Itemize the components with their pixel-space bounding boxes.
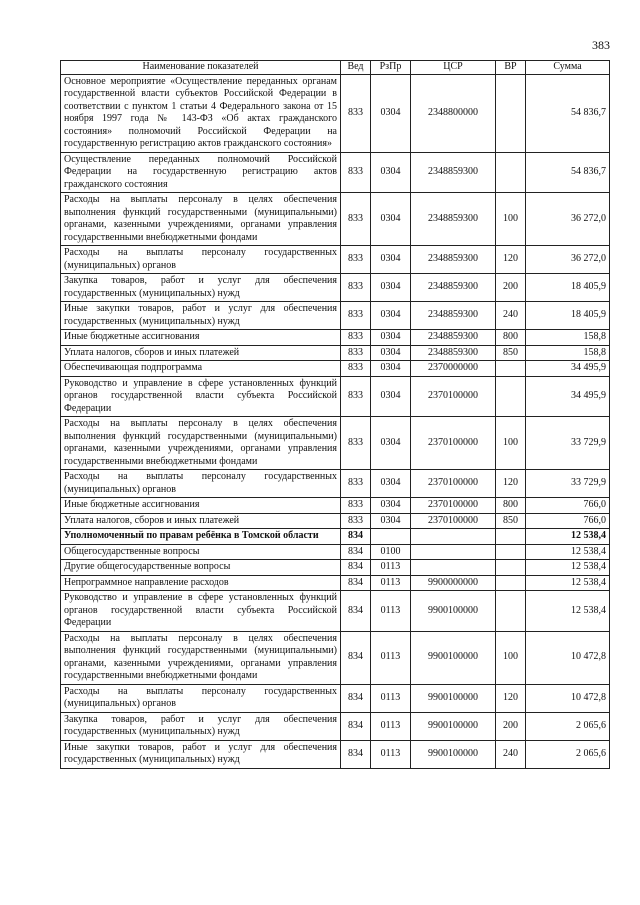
row-sum-cell: 33 729,9 (526, 470, 610, 498)
row-name-cell: Руководство и управление в сфере установленных функций органов государственной власти субъекта Российской Федерации (61, 376, 341, 417)
row-csr-cell: 2370100000 (411, 376, 496, 417)
header-ved: Вед (341, 61, 371, 75)
page-number: 383 (592, 38, 610, 52)
row-vr-cell (496, 361, 526, 377)
row-csr-cell: 9900100000 (411, 740, 496, 768)
row-sum-cell: 2 065,6 (526, 712, 610, 740)
table-row (61, 274, 610, 302)
row-rzpr-cell: 0113 (371, 560, 411, 576)
row-ved-cell: 834 (341, 529, 371, 545)
row-sum-cell: 36 272,0 (526, 246, 610, 274)
row-vr-cell: 800 (496, 498, 526, 514)
row-csr-cell: 9900000000 (411, 575, 496, 591)
row-csr-cell: 2348859300 (411, 193, 496, 246)
row-csr-cell: 2348859300 (411, 302, 496, 330)
row-ved-cell: 833 (341, 246, 371, 274)
table-row (61, 330, 610, 346)
row-ved-cell: 834 (341, 631, 371, 684)
budget-table (60, 60, 610, 769)
row-ved-cell: 834 (341, 712, 371, 740)
row-vr-cell: 120 (496, 470, 526, 498)
row-csr-cell: 2348859300 (411, 246, 496, 274)
row-csr-cell: 2348800000 (411, 74, 496, 152)
row-rzpr-cell: 0304 (371, 302, 411, 330)
header-sum: Сумма (526, 61, 610, 75)
row-name-cell: Закупка товаров, работ и услуг для обеспечения государственных (муниципальных) нужд (61, 274, 341, 302)
row-name-cell: Расходы на выплаты персоналу в целях обеспечения выполнения функций государственными (муниципальными) органами, казенными учреждениями, органами управления государственными внебюджетными фондами (61, 631, 341, 684)
row-vr-cell: 200 (496, 712, 526, 740)
table-body (61, 74, 610, 768)
table-row (61, 529, 610, 545)
row-name-cell: Иные бюджетные ассигнования (61, 330, 341, 346)
row-name-cell: Иные закупки товаров, работ и услуг для обеспечения государственных (муниципальных) нужд (61, 740, 341, 768)
row-rzpr-cell: 0100 (371, 544, 411, 560)
row-vr-cell (496, 152, 526, 193)
row-name-cell: Уплата налогов, сборов и иных платежей (61, 513, 341, 529)
row-name-cell: Иные закупки товаров, работ и услуг для обеспечения государственных (муниципальных) нужд (61, 302, 341, 330)
row-rzpr-cell: 0304 (371, 330, 411, 346)
row-rzpr-cell: 0304 (371, 498, 411, 514)
table-row (61, 361, 610, 377)
table-row (61, 417, 610, 470)
row-name-cell: Осуществление переданных полномочий Российской Федерации на государственную регистрацию актов гражданского состояния (61, 152, 341, 193)
row-csr-cell: 2348859300 (411, 152, 496, 193)
row-vr-cell (496, 591, 526, 632)
row-ved-cell: 833 (341, 417, 371, 470)
row-vr-cell: 120 (496, 684, 526, 712)
row-rzpr-cell: 0304 (371, 345, 411, 361)
row-vr-cell (496, 560, 526, 576)
table-row (61, 544, 610, 560)
row-name-cell: Иные бюджетные ассигнования (61, 498, 341, 514)
row-rzpr-cell: 0304 (371, 470, 411, 498)
row-vr-cell: 240 (496, 302, 526, 330)
row-sum-cell: 766,0 (526, 498, 610, 514)
row-vr-cell (496, 376, 526, 417)
row-rzpr-cell (371, 529, 411, 545)
row-sum-cell: 54 836,7 (526, 152, 610, 193)
row-vr-cell: 850 (496, 513, 526, 529)
row-csr-cell: 9900100000 (411, 712, 496, 740)
table-row (61, 684, 610, 712)
row-sum-cell: 2 065,6 (526, 740, 610, 768)
table-row (61, 591, 610, 632)
header-name: Наименование показателей (61, 61, 341, 75)
row-vr-cell (496, 544, 526, 560)
row-sum-cell: 12 538,4 (526, 575, 610, 591)
row-sum-cell: 12 538,4 (526, 591, 610, 632)
row-sum-cell: 12 538,4 (526, 529, 610, 545)
row-csr-cell: 2370000000 (411, 361, 496, 377)
row-ved-cell: 833 (341, 376, 371, 417)
row-name-cell: Расходы на выплаты персоналу в целях обеспечения выполнения функций государственными (муниципальными) органами, казенными учреждениями, органами управления государственными внебюджетными фондами (61, 417, 341, 470)
table-row (61, 631, 610, 684)
table-row (61, 152, 610, 193)
row-csr-cell: 2370100000 (411, 513, 496, 529)
row-ved-cell: 833 (341, 330, 371, 346)
row-csr-cell: 2370100000 (411, 470, 496, 498)
row-name-cell: Уполномоченный по правам ребёнка в Томской области (61, 529, 341, 545)
row-rzpr-cell: 0304 (371, 417, 411, 470)
table-row (61, 498, 610, 514)
row-ved-cell: 833 (341, 74, 371, 152)
row-rzpr-cell: 0304 (371, 246, 411, 274)
row-sum-cell: 36 272,0 (526, 193, 610, 246)
row-rzpr-cell: 0113 (371, 591, 411, 632)
row-sum-cell: 12 538,4 (526, 544, 610, 560)
row-vr-cell: 120 (496, 246, 526, 274)
row-rzpr-cell: 0113 (371, 575, 411, 591)
row-name-cell: Уплата налогов, сборов и иных платежей (61, 345, 341, 361)
row-rzpr-cell: 0304 (371, 274, 411, 302)
row-csr-cell: 2370100000 (411, 417, 496, 470)
row-name-cell: Расходы на выплаты персоналу государственных (муниципальных) органов (61, 246, 341, 274)
row-rzpr-cell: 0304 (371, 193, 411, 246)
row-ved-cell: 833 (341, 345, 371, 361)
row-rzpr-cell: 0113 (371, 631, 411, 684)
row-csr-cell: 9900100000 (411, 631, 496, 684)
row-sum-cell: 18 405,9 (526, 274, 610, 302)
row-vr-cell: 200 (496, 274, 526, 302)
row-csr-cell (411, 560, 496, 576)
row-sum-cell: 12 538,4 (526, 560, 610, 576)
row-name-cell: Обеспечивающая подпрограмма (61, 361, 341, 377)
row-name-cell: Общегосударственные вопросы (61, 544, 341, 560)
row-rzpr-cell: 0304 (371, 513, 411, 529)
row-ved-cell: 833 (341, 152, 371, 193)
row-vr-cell: 240 (496, 740, 526, 768)
row-sum-cell: 54 836,7 (526, 74, 610, 152)
row-name-cell: Непрограммное направление расходов (61, 575, 341, 591)
table-row (61, 246, 610, 274)
header-row (61, 61, 610, 75)
row-csr-cell: 9900100000 (411, 591, 496, 632)
table-row (61, 376, 610, 417)
row-vr-cell: 800 (496, 330, 526, 346)
row-name-cell: Основное мероприятие «Осуществление переданных органам государственной власти субъектов Российской Федерации в соответствии с пунктом 1 статьи 4 Федерального закона от 15 ноября 1997 года № 143-ФЗ «Об актах гражданского состояния» полномочий Российской Федерации на государственную регистрацию актов гражданского состояния» (61, 74, 341, 152)
row-csr-cell: 9900100000 (411, 684, 496, 712)
row-ved-cell: 833 (341, 361, 371, 377)
row-ved-cell: 833 (341, 470, 371, 498)
table-row (61, 345, 610, 361)
row-sum-cell: 766,0 (526, 513, 610, 529)
row-csr-cell: 2348859300 (411, 345, 496, 361)
row-name-cell: Руководство и управление в сфере установленных функций органов государственной власти субъекта Российской Федерации (61, 591, 341, 632)
row-sum-cell: 158,8 (526, 345, 610, 361)
row-vr-cell: 100 (496, 193, 526, 246)
table-row (61, 302, 610, 330)
row-ved-cell: 834 (341, 591, 371, 632)
header-rzpr: РзПр (371, 61, 411, 75)
table-row (61, 74, 610, 152)
row-ved-cell: 834 (341, 740, 371, 768)
row-name-cell: Расходы на выплаты персоналу государственных (муниципальных) органов (61, 684, 341, 712)
row-rzpr-cell: 0304 (371, 361, 411, 377)
row-sum-cell: 158,8 (526, 330, 610, 346)
row-csr-cell: 2370100000 (411, 498, 496, 514)
row-vr-cell: 100 (496, 417, 526, 470)
row-ved-cell: 834 (341, 684, 371, 712)
row-sum-cell: 18 405,9 (526, 302, 610, 330)
table-row (61, 470, 610, 498)
table-row (61, 712, 610, 740)
row-ved-cell: 834 (341, 560, 371, 576)
row-csr-cell: 2348859300 (411, 330, 496, 346)
row-sum-cell: 33 729,9 (526, 417, 610, 470)
row-ved-cell: 833 (341, 498, 371, 514)
row-vr-cell (496, 575, 526, 591)
row-name-cell: Другие общегосударственные вопросы (61, 560, 341, 576)
row-csr-cell: 2348859300 (411, 274, 496, 302)
table-row (61, 575, 610, 591)
row-name-cell: Расходы на выплаты персоналу в целях обеспечения выполнения функций государственными (муниципальными) органами, казенными учреждениями, органами управления государственными внебюджетными фондами (61, 193, 341, 246)
row-name-cell: Расходы на выплаты персоналу государственных (муниципальных) органов (61, 470, 341, 498)
row-rzpr-cell: 0113 (371, 712, 411, 740)
row-ved-cell: 834 (341, 575, 371, 591)
row-sum-cell: 34 495,9 (526, 361, 610, 377)
row-ved-cell: 833 (341, 302, 371, 330)
row-rzpr-cell: 0304 (371, 376, 411, 417)
row-ved-cell: 834 (341, 544, 371, 560)
row-rzpr-cell: 0113 (371, 740, 411, 768)
row-sum-cell: 34 495,9 (526, 376, 610, 417)
table-row (61, 740, 610, 768)
row-name-cell: Закупка товаров, работ и услуг для обеспечения государственных (муниципальных) нужд (61, 712, 341, 740)
row-csr-cell (411, 529, 496, 545)
row-sum-cell: 10 472,8 (526, 684, 610, 712)
row-csr-cell (411, 544, 496, 560)
row-rzpr-cell: 0304 (371, 74, 411, 152)
row-sum-cell: 10 472,8 (526, 631, 610, 684)
row-ved-cell: 833 (341, 274, 371, 302)
row-vr-cell (496, 529, 526, 545)
table-row (61, 560, 610, 576)
header-vr: ВР (496, 61, 526, 75)
row-vr-cell: 850 (496, 345, 526, 361)
row-rzpr-cell: 0113 (371, 684, 411, 712)
table-row (61, 193, 610, 246)
table-row (61, 513, 610, 529)
row-vr-cell (496, 74, 526, 152)
row-rzpr-cell: 0304 (371, 152, 411, 193)
row-ved-cell: 833 (341, 193, 371, 246)
header-csr: ЦСР (411, 61, 496, 75)
row-ved-cell: 833 (341, 513, 371, 529)
row-vr-cell: 100 (496, 631, 526, 684)
table-header (61, 61, 610, 75)
